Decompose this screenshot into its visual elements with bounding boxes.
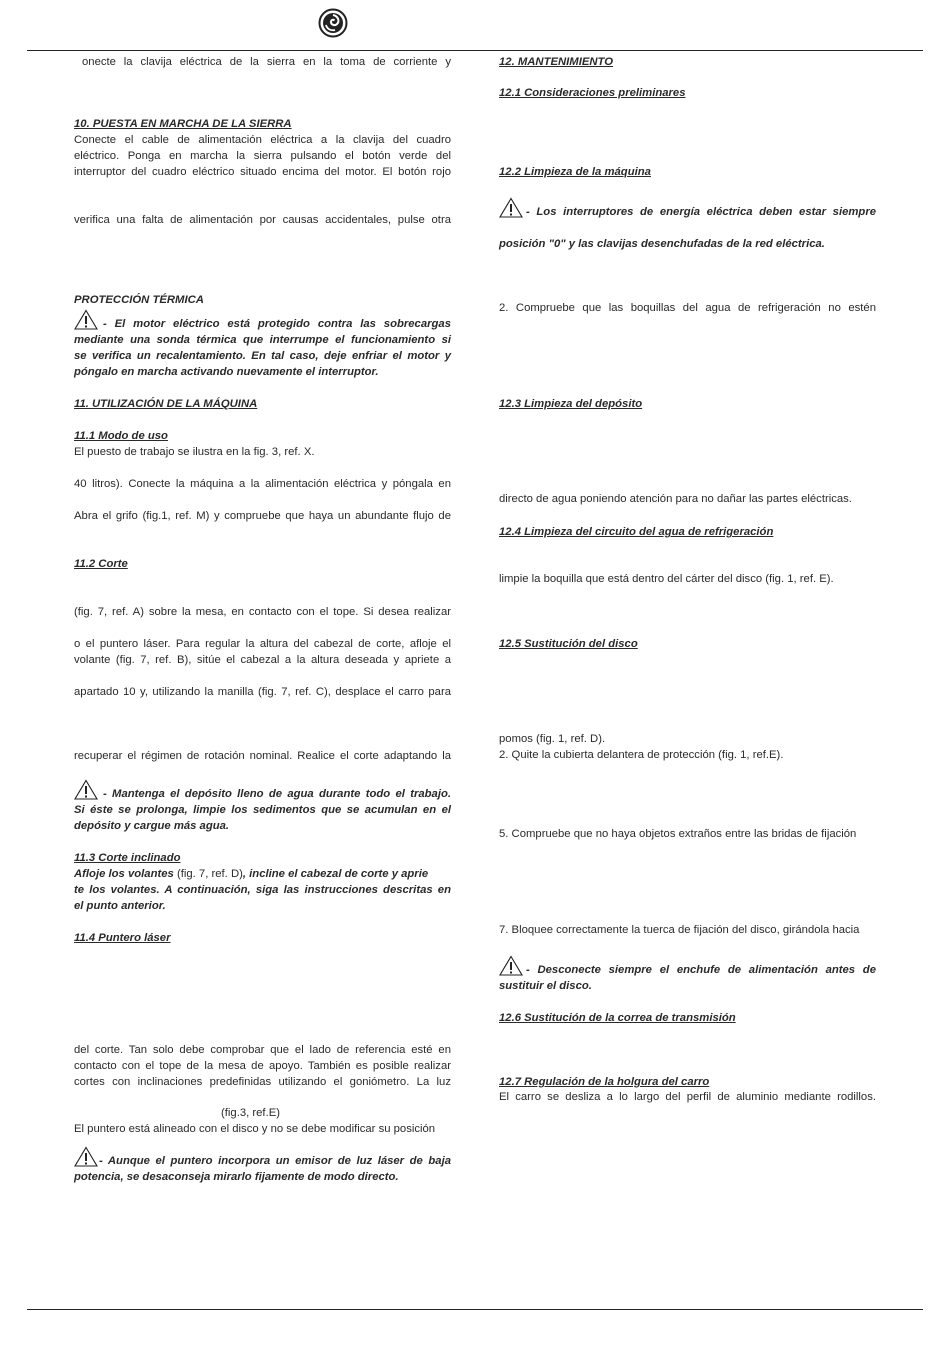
section-heading-10: 10. PUESTA EN MARCHA DE LA SIERRA — [74, 118, 292, 130]
warning-triangle-icon — [499, 955, 523, 976]
paragraph-line: El puntero está alineado con el disco y no se debe modificar su posición — [74, 1123, 436, 1135]
paragraph-line: eléctrico. Ponga en marcha la sierra pulsando el botón verde del — [74, 150, 451, 162]
paragraph-line: cortes con inclinaciones predefinidas utilizando el goniómetro. La luz — [74, 1076, 451, 1088]
warning-text: depósito y cargue más agua. — [74, 820, 230, 832]
paragraph-line: 2. Compruebe que las boquillas del agua de refrigeración no estén — [499, 302, 876, 314]
text-bold-italic: Afloje los volantes — [74, 868, 174, 880]
subsection-heading-12-5: 12.5 Sustitución del disco — [499, 638, 638, 650]
warning-text: - Aunque el puntero incorpora un emisor de luz láser de baja — [99, 1155, 451, 1167]
paragraph-line: contacto con el tope de la mesa de apoyo. También es posible realizar — [74, 1060, 451, 1072]
paragraph-line: 40 litros). Conecte la máquina a la alimentación eléctrica y póngala en — [74, 478, 451, 490]
paragraph-line: onecte la clavija eléctrica de la sierra en la toma de corriente y — [82, 56, 451, 68]
paragraph-line: Abra el grifo (fig.1, ref. M) y compruebe que haya un abundante flujo de — [74, 510, 451, 522]
warning-triangle-icon — [499, 197, 523, 218]
paragraph-line: El puesto de trabajo se ilustra en la fig. 3, ref. X. — [74, 446, 315, 458]
subsection-heading-11-3: 11.3 Corte inclinado — [74, 852, 181, 864]
company-logo-icon — [318, 8, 348, 38]
paragraph-line: del corte. Tan solo debe comprobar que el lado de referencia esté en — [74, 1044, 451, 1056]
section-heading-12: 12. MANTENIMIENTO — [499, 56, 614, 68]
paragraph-line: interruptor del cuadro eléctrico situado encima del motor. El botón rojo — [74, 166, 451, 178]
paragraph-line: apartado 10 y, utilizando la manilla (fig. 7, ref. C), desplace el carro para — [74, 686, 451, 698]
subsection-heading-12-4: 12.4 Limpieza del circuito del agua de refrigeración — [499, 526, 774, 538]
subsection-heading-12-3: 12.3 Limpieza del depósito — [499, 398, 643, 410]
paragraph-line: pomos (fig. 1, ref. D). — [499, 733, 606, 745]
paragraph-line: el punto anterior. — [74, 900, 166, 912]
warning-text: potencia, se desaconseja mirarlo fijamente de modo directo. — [74, 1171, 399, 1183]
paragraph-line: 7. Bloquee correctamente la tuerca de fijación del disco, girándola hacia — [499, 924, 860, 936]
paragraph-line: o el puntero láser. Para regular la altura del cabezal de corte, afloje el — [74, 638, 451, 650]
warning-text: - Mantenga el depósito lleno de agua durante todo el trabajo. — [103, 788, 451, 800]
subsection-heading-12-1: 12.1 Consideraciones preliminares — [499, 87, 686, 99]
subsection-heading-12-6: 12.6 Sustitución de la correa de transmisión — [499, 1012, 736, 1024]
warning-text: sustituir el disco. — [499, 980, 592, 992]
paragraph-line: Conecte el cable de alimentación eléctrica a la clavija del cuadro — [74, 134, 451, 146]
text-plain: (fig. 7, ref. D) — [173, 868, 243, 880]
warning-text: se verifica un recalentamiento. En tal caso, deje enfriar el motor y — [74, 350, 451, 362]
paragraph-line: recuperar el régimen de rotación nominal. Realice el corte adaptando la — [74, 750, 451, 762]
heading-proteccion-termica: PROTECCIÓN TÉRMICA — [74, 294, 204, 306]
paragraph-line: 5. Compruebe que no haya objetos extraños entre las bridas de fijación — [499, 828, 857, 840]
paragraph-line: limpie la boquilla que está dentro del cárter del disco (fig. 1, ref. E). — [499, 573, 834, 585]
subsection-heading-11-1: 11.1 Modo de uso — [74, 430, 168, 442]
warning-triangle-icon — [74, 779, 98, 800]
paragraph-line — [74, 866, 428, 882]
warning-text: posición "0" y las clavijas desenchufadas de la red eléctrica. — [499, 238, 825, 250]
paragraph-line: (fig.3, ref.E) — [221, 1107, 281, 1119]
subsection-heading-12-7: 12.7 Regulación de la holgura del carro — [499, 1076, 710, 1088]
warning-triangle-icon — [74, 1146, 98, 1167]
warning-text: - Los interruptores de energía eléctrica deben estar siempre — [526, 206, 876, 218]
warning-text: póngalo en marcha activando nuevamente el interruptor. — [74, 366, 379, 378]
subsection-heading-11-2: 11.2 Corte — [74, 558, 128, 570]
subsection-heading-11-4: 11.4 Puntero láser — [74, 932, 171, 944]
warning-text: Si éste se prolonga, limpie los sedimentos que se acumulan en el — [74, 804, 451, 816]
section-heading-11: 11. UTILIZACIÓN DE LA MÁQUINA — [74, 398, 258, 410]
warning-triangle-icon — [74, 309, 98, 330]
paragraph-line: verifica una falta de alimentación por causas accidentales, pulse otra — [74, 214, 451, 226]
paragraph-line: directo de agua poniendo atención para no dañar las partes eléctricas. — [499, 493, 852, 505]
text-bold-italic: , incline el cabezal de corte y aprie — [242, 868, 429, 880]
header-rule — [27, 50, 923, 51]
warning-text: mediante una sonda térmica que interrumpe el funcionamiento si — [74, 334, 451, 346]
warning-text: - Desconecte siempre el enchufe de alimentación antes de — [526, 964, 876, 976]
footer-rule — [27, 1309, 923, 1310]
paragraph-line: te los volantes. A continuación, siga las instrucciones descritas en — [74, 884, 451, 896]
paragraph-line: (fig. 7, ref. A) sobre la mesa, en contacto con el tope. Si desea realizar — [74, 606, 451, 618]
paragraph-line: volante (fig. 7, ref. B), sitúe el cabezal a la altura deseada y apriete a — [74, 654, 451, 666]
paragraph-line: 2. Quite la cubierta delantera de protección (fig. 1, ref.E). — [499, 749, 784, 761]
paragraph-line: El carro se desliza a lo largo del perfil de aluminio mediante rodillos. — [499, 1091, 876, 1103]
warning-text: - El motor eléctrico está protegido contra las sobrecargas — [103, 318, 451, 330]
subsection-heading-12-2: 12.2 Limpieza de la máquina — [499, 166, 651, 178]
